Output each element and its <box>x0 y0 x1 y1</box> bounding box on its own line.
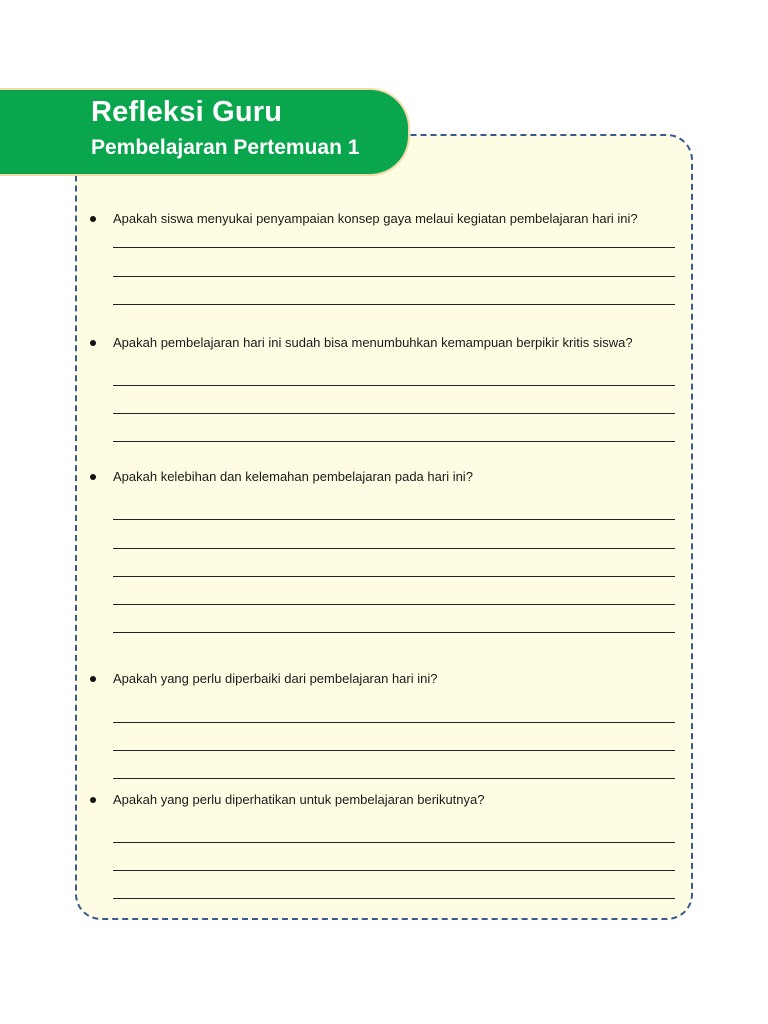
answer-line[interactable] <box>113 722 675 723</box>
answer-line[interactable] <box>113 548 675 549</box>
answer-line[interactable] <box>113 842 675 843</box>
answer-line[interactable] <box>113 385 675 386</box>
answer-line[interactable] <box>113 519 675 520</box>
bullet-icon <box>90 216 96 222</box>
question-text: Apakah siswa menyukai penyampaian konsep gaya melaui kegiatan pembelajaran hari ini? <box>113 211 638 226</box>
header-banner <box>0 88 410 176</box>
page-title: Refleksi Guru <box>91 96 283 128</box>
page-subtitle: Pembelajaran Pertemuan 1 <box>91 136 360 159</box>
question-item-4 <box>90 671 680 687</box>
bullet-icon <box>90 676 96 682</box>
answer-line[interactable] <box>113 304 675 305</box>
question-item-1 <box>90 211 680 227</box>
answer-line[interactable] <box>113 778 675 779</box>
question-item-2 <box>90 335 680 351</box>
question-item-5 <box>90 792 680 808</box>
answer-line[interactable] <box>113 441 675 442</box>
question-text: Apakah yang perlu diperbaiki dari pembelajaran hari ini? <box>113 671 438 686</box>
answer-line[interactable] <box>113 276 675 277</box>
bullet-icon <box>90 474 96 480</box>
question-text: Apakah pembelajaran hari ini sudah bisa menumbuhkan kemampuan berpikir kritis siswa? <box>113 335 633 350</box>
answer-line[interactable] <box>113 576 675 577</box>
bullet-icon <box>90 797 96 803</box>
answer-line[interactable] <box>113 870 675 871</box>
answer-line[interactable] <box>113 750 675 751</box>
answer-line[interactable] <box>113 632 675 633</box>
question-text: Apakah kelebihan dan kelemahan pembelajaran pada hari ini? <box>113 469 473 484</box>
answer-line[interactable] <box>113 247 675 248</box>
question-item-3 <box>90 469 680 485</box>
bullet-icon <box>90 340 96 346</box>
answer-line[interactable] <box>113 898 675 899</box>
question-text: Apakah yang perlu diperhatikan untuk pembelajaran berikutnya? <box>113 792 485 807</box>
answer-line[interactable] <box>113 604 675 605</box>
answer-line[interactable] <box>113 413 675 414</box>
